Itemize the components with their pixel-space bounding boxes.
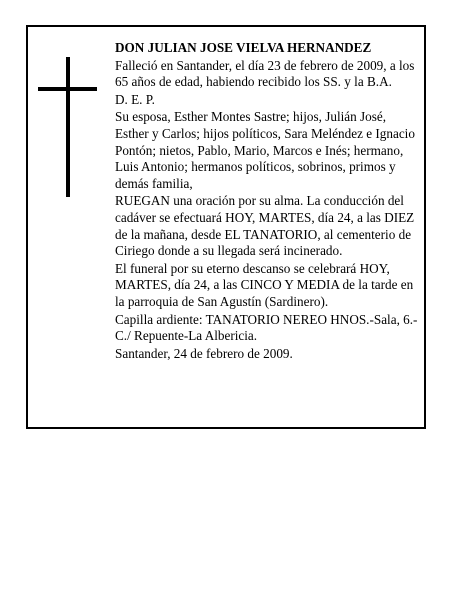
funeral-procession-info: RUEGAN una oración por su alma. La conducción del cadáver se efectuará HOY, MARTES, día 24, a las DIEZ de la mañana, desde EL TANATORIO, al cementerio de Ciriego donde a su llegada será incinerado. [115, 193, 415, 259]
chapel-location: Capilla ardiente: TANATORIO NEREO HNOS.-Sala, 6.-C./ Repuente-La Albericia. [115, 311, 418, 344]
obituary-notice [26, 25, 426, 429]
notice-text [115, 40, 422, 363]
funeral-mass-info: El funeral por su eterno descanso se celebrará HOY, MARTES, día 24, a las CINCO Y MEDIA de la tarde en la parroquia de San Agustín (Sardinero). [115, 260, 414, 309]
place-and-date: Santander, 24 de febrero de 2009. [115, 345, 293, 361]
cross-vertical-bar [66, 57, 70, 197]
family-list: Su esposa, Esther Montes Sastre; hijos, Julián José, Esther y Carlos; hijos políticos, Sara Meléndez e Ignacio Pontón; nietos, Pablo, Mario, Marcos e Inés; hermano, Luis Antonio; hermanos políticos, sobrinos, primos y demás familia, [115, 109, 415, 191]
death-announcement: Falleció en Santander, el día 23 de febrero de 2009, a los 65 años de edad, habiendo recibido los SS. y la B.A. [115, 57, 415, 90]
deceased-name: DON JULIAN JOSE VIELVA HERNANDEZ [115, 40, 372, 55]
rest-in-peace: D. E. P. [115, 91, 155, 107]
cross-horizontal-bar [38, 87, 97, 91]
